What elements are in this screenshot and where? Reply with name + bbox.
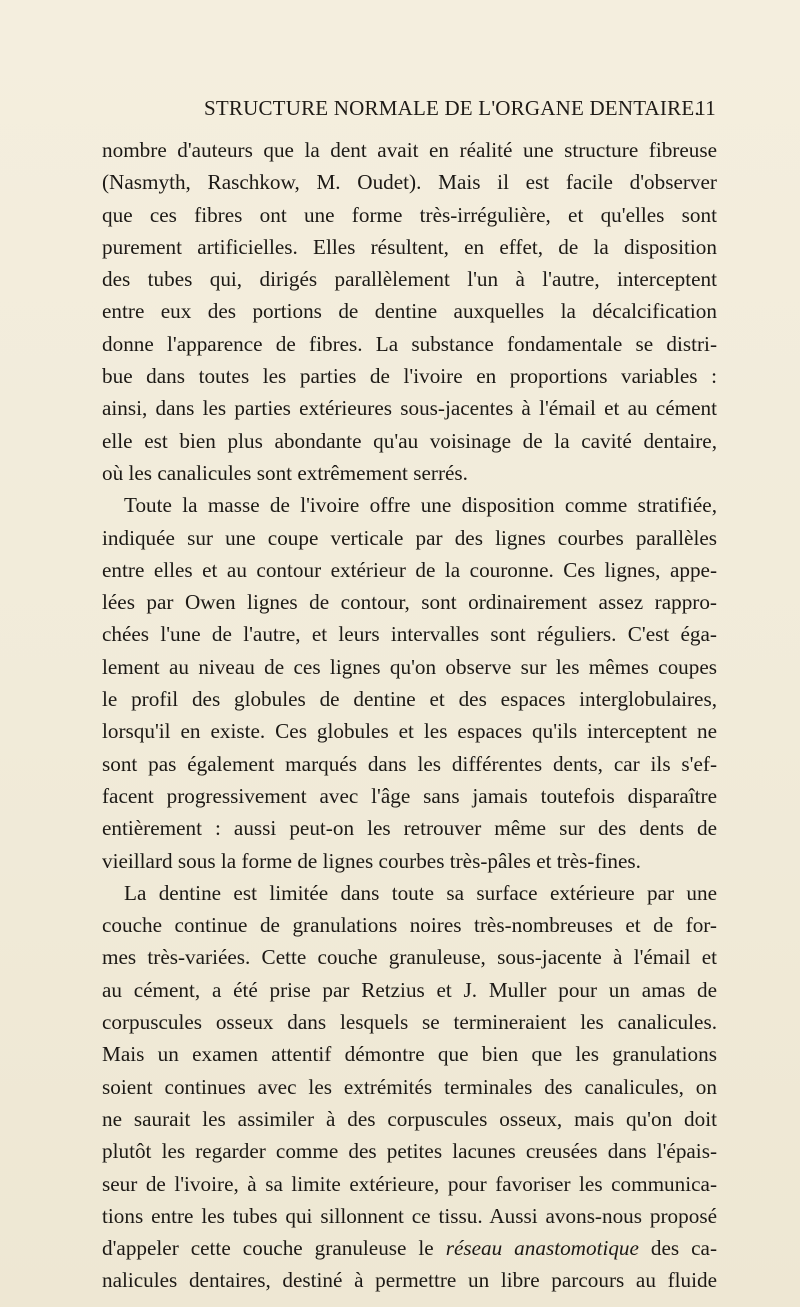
text-line: plutôt les regarder comme des petites lacunes creusées dans l'épais- [102,1139,717,1164]
text-line-with-italic [102,1232,717,1264]
text-line: indiquée sur une coupe verticale par des lignes courbes parallèles [102,525,717,550]
text-line: sont pas également marqués dans les différentes dents, car ils s'ef- [102,751,717,776]
text-fragment: des ca- [638,1236,718,1261]
text-line: facent progressivement avec l'âge sans jamais toutefois disparaître [102,783,717,808]
text-line: La dentine est limitée dans toute sa surface extérieure par une [124,880,717,905]
text-line: entièrement : aussi peut-on les retrouver même sur des dents de [102,816,717,841]
text-line: ainsi, dans les parties extérieures sous-jacentes à l'émail et au cément [102,396,717,421]
text-line: entre elles et au contour extérieur de la couronne. Ces lignes, appe- [102,557,717,582]
text-line: Mais un examen attentif démontre que bien que les granulations [102,1042,717,1067]
text-line: seur de l'ivoire, à sa limite extérieure, pour favoriser les communica- [102,1171,717,1196]
text-fragment: d'appeler cette couche granuleuse le [102,1236,434,1261]
page-header [96,96,716,126]
paragraph-1 [102,134,717,489]
text-line: lorsqu'il en existe. Ces globules et les espaces qu'ils interceptent ne [102,719,717,744]
text-line: Toute la masse de l'ivoire offre une disposition comme stratifiée, [124,493,717,518]
text-line: elle est bien plus abondante qu'au voisinage de la cavité dentaire, [102,428,717,453]
text-line: des tubes qui, dirigés parallèlement l'un à l'autre, interceptent [102,267,717,292]
text-line: lement au niveau de ces lignes qu'on observe sur les mêmes coupes [102,654,717,679]
paragraph-3 [102,877,717,1297]
page-number: 11 [695,96,716,120]
text-line: mes très-variées. Cette couche granuleuse, sous-jacente à l'émail et [102,945,717,970]
text-line: au cément, a été prise par Retzius et J. Muller pour un amas de [102,977,717,1002]
text-line: entre eux des portions de dentine auxquelles la décalcification [102,299,717,324]
text-line: purement artificielles. Elles résultent, en effet, de la disposition [102,234,717,259]
body-text [102,134,717,1297]
paragraph-2 [102,489,717,877]
text-line: nalicules dentaires, destiné à permettre un libre parcours au fluide [102,1268,717,1293]
text-line: bue dans toutes les parties de l'ivoire en proportions variables : [102,364,717,389]
text-line: que ces fibres ont une forme très-irrégulière, et qu'elles sont [102,202,717,227]
text-line: tions entre les tubes qui sillonnent ce tissu. Aussi avons-nous proposé [102,1203,717,1228]
text-line: chées l'une de l'autre, et leurs intervalles sont réguliers. C'est éga- [102,622,717,647]
text-line: soient continues avec les extrémités terminales des canalicules, on [102,1074,717,1099]
text-line: ne saurait les assimiler à des corpuscules osseux, mais qu'on doit [102,1106,717,1131]
text-line: le profil des globules de dentine et des espaces interglobulaires, [102,687,717,712]
text-line: couche continue de granulations noires très-nombreuses et de for- [102,913,717,938]
text-line: vieillard sous la forme de lignes courbes très-pâles et très-fines. [102,848,641,873]
text-line: donne l'apparence de fibres. La substance fondamentale se distri- [102,331,717,356]
text-line: lées par Owen lignes de contour, sont ordinairement assez rappro- [102,590,717,615]
running-title: STRUCTURE NORMALE DE L'ORGANE DENTAIRE. [204,96,700,120]
text-line: nombre d'auteurs que la dent avait en réalité une structure fibreuse [102,138,717,162]
text-line: où les canalicules sont extrêmement serrés. [102,460,468,485]
text-line: (Nasmyth, Raschkow, M. Oudet). Mais il est facile d'observer [102,170,717,195]
text-line: corpuscules osseux dans lesquels se termineraient les canalicules. [102,1010,717,1035]
italic-term: réseau anastomotique [445,1236,639,1261]
